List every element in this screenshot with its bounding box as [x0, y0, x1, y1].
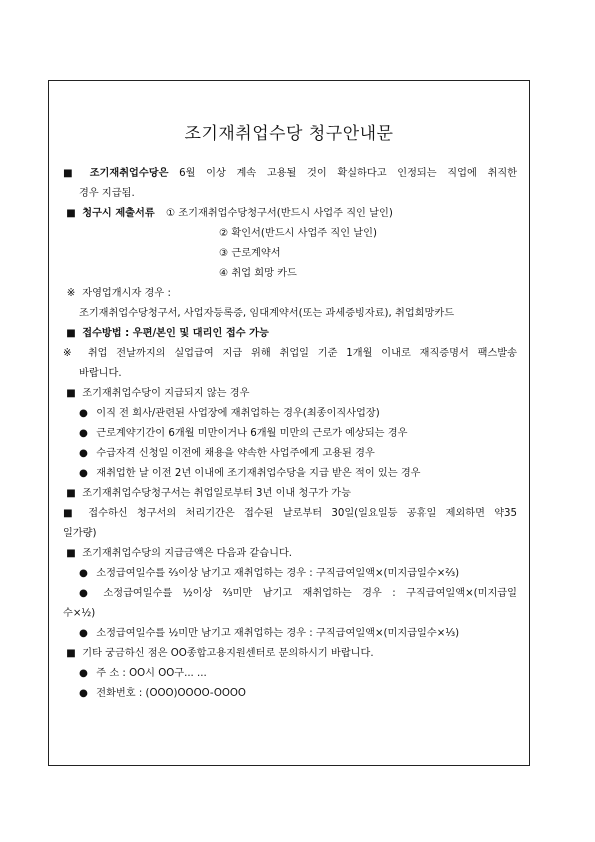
- amount-heading: [63, 544, 517, 564]
- circle-bullet-icon: ●: [79, 448, 88, 459]
- square-bullet-icon: ■: [63, 508, 73, 519]
- contact-address: [63, 664, 517, 684]
- intro-line1: [63, 164, 517, 184]
- not-paid-heading: [63, 384, 517, 404]
- document-item: ③ 근로계약서: [219, 248, 281, 259]
- document-title: 조기재취업수당 청구안내문: [184, 124, 394, 144]
- list-item: [63, 464, 517, 484]
- reference-mark-icon: ※: [66, 288, 76, 299]
- circle-bullet-icon: ●: [79, 688, 88, 699]
- amount-heading-text: 조기재취업수당의 지급금액은 다음과 같습니다.: [82, 548, 293, 559]
- document-item: ② 확인서(반드시 사업주 직인 날인): [219, 228, 377, 239]
- list-item: [63, 564, 517, 584]
- square-bullet-icon: ■: [66, 488, 76, 499]
- list-item-text: 근로계약기간이 6개월 미만이거나 6개월 미만의 근로가 예상되는 경우: [96, 428, 408, 439]
- document-body: [63, 164, 517, 704]
- fax-note-line1: [63, 344, 517, 364]
- fax-note-text: 취업 전날까지의 실업급여 지급 위해 취업일 기준 1개월 이내로 재직증명서 팩스발송: [87, 348, 517, 359]
- intro-text: 6월 이상 계속 고용될 것이 확실하다고 인정되는 직업에 취직한: [179, 168, 517, 179]
- list-item-continuation: 수×½): [63, 608, 96, 619]
- self-employed-label: 자영업개시자 경우 :: [82, 288, 171, 299]
- document-item: ① 조기재취업수당청구서(반드시 사업주 직인 날인): [165, 208, 393, 219]
- self-employed-heading: [63, 284, 517, 304]
- reference-mark-icon: ※: [63, 348, 72, 359]
- processing-text: 접수하신 청구서의 처리기간은 접수된 날로부터 30일(일요일등 공휴일 제외하면 약35: [88, 508, 517, 519]
- list-item: [63, 404, 517, 424]
- deadline-text: 조기재취업수당청구서는 취업일로부터 3년 이내 청구가 가능: [82, 488, 351, 499]
- contact-heading: [63, 644, 517, 664]
- circle-bullet-icon: ●: [79, 428, 88, 439]
- list-item: [63, 444, 517, 464]
- circle-bullet-icon: ●: [79, 408, 88, 419]
- deadline-line: [63, 484, 517, 504]
- document-frame: [48, 80, 530, 766]
- intro-term: 조기재취업수당은: [89, 168, 169, 179]
- list-item-text: 수급자격 신청일 이전에 채용을 약속한 사업주에게 고용된 경우: [96, 448, 375, 459]
- list-item-text: 재취업한 날 이전 2년 이내에 조기재취업수당을 지급 받은 적이 있는 경우: [96, 468, 421, 479]
- square-bullet-icon: ■: [66, 648, 76, 659]
- square-bullet-icon: ■: [66, 548, 76, 559]
- circle-bullet-icon: ●: [79, 468, 88, 479]
- method-line: [63, 324, 517, 344]
- list-item-text: 이직 전 회사/관련된 사업장에 재취업하는 경우(최종이직사업장): [96, 408, 380, 419]
- address-text: 주 소 : OO시 OO구... ...: [96, 668, 207, 679]
- list-item: [63, 624, 517, 644]
- documents-label: 청구시 제출서류: [82, 208, 155, 219]
- square-bullet-icon: ■: [63, 168, 73, 179]
- square-bullet-icon: ■: [66, 208, 76, 219]
- list-item: [63, 424, 517, 444]
- circle-bullet-icon: ●: [79, 588, 88, 599]
- intro-line2: 경우 지급됨.: [79, 188, 135, 199]
- contact-heading-text: 기타 궁금하신 점은 OO종합고용지원센터로 문의하시기 바랍니다.: [82, 648, 374, 659]
- contact-phone: [63, 684, 517, 704]
- circle-bullet-icon: ●: [79, 668, 88, 679]
- circle-bullet-icon: ●: [79, 628, 88, 639]
- method-text: 접수방법 : 우편/본인 및 대리인 접수 가능: [82, 328, 269, 339]
- phone-text: 전화번호 : (OOO)OOOO-OOOO: [96, 688, 246, 699]
- document-item: ④ 취업 희망 카드: [219, 268, 297, 279]
- square-bullet-icon: ■: [66, 328, 76, 339]
- fax-note-line2: 바랍니다.: [79, 368, 122, 379]
- square-bullet-icon: ■: [66, 388, 76, 399]
- not-paid-heading-text: 조기재취업수당이 지급되지 않는 경우: [82, 388, 250, 399]
- list-item: [63, 584, 517, 604]
- processing-line2: 일가량): [63, 528, 97, 539]
- self-employed-docs: 조기재취업수당청구서, 사업자등록증, 임대계약서(또는 과세증빙자료), 취업희망카드: [79, 308, 455, 319]
- list-item-text: 소정급여일수를 ½이상 ⅔미만 남기고 재취업하는 경우 : 구직급여일액×(미지급일: [103, 588, 517, 599]
- list-item-text: 소정급여일수를 ⅔이상 남기고 재취업하는 경우 : 구직급여일액×(미지급일수×⅔): [96, 568, 460, 579]
- processing-line1: [63, 504, 517, 524]
- documents-section: [63, 204, 517, 224]
- circle-bullet-icon: ●: [79, 568, 88, 579]
- list-item-text: 소정급여일수를 ½미만 남기고 재취업하는 경우 : 구직급여일액×(미지급일수×⅓): [96, 628, 460, 639]
